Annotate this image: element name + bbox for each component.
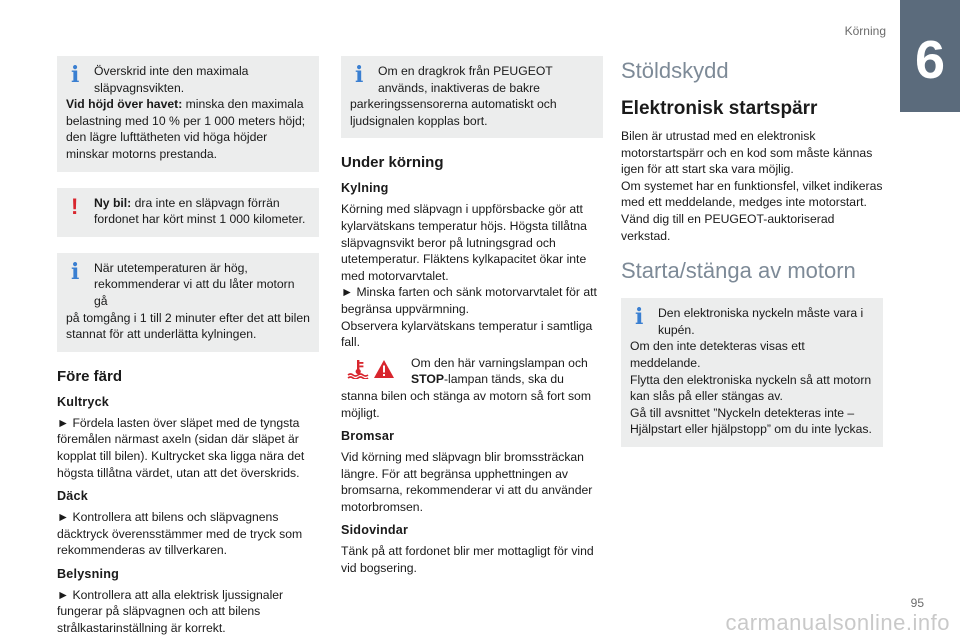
info-box-towbar	[341, 56, 603, 138]
info-text-rest: på tomgång i 1 till 2 minuter efter det att bilen stannat för att underlätta kylningen.	[66, 310, 310, 342]
subtitle-dack: Däck	[57, 489, 88, 504]
info-icon: i	[635, 304, 644, 331]
warning-triangle-icon	[373, 359, 395, 379]
info-text: Överskrid inte den maximala släpvagnsvikten.	[94, 64, 249, 95]
title-elektronisk-startsparr: Elektronisk startspärr	[621, 98, 818, 119]
column-1	[57, 56, 319, 640]
chapter-tab: 6	[900, 0, 960, 112]
section-header: Körning	[844, 24, 886, 38]
warning-lamp-text-rest: stanna bilen och stänga av motorn så fort som möjligt.	[341, 388, 591, 420]
page-number: 95	[910, 596, 924, 610]
title-starta-stanga: Starta/stänga av motorn	[621, 258, 856, 284]
paragraph-dack: ► Kontrollera att bilens och släpvagnens däcktryck överensstämmer med de tryck som rekommenderas av tillverkaren.	[57, 510, 303, 558]
section-title-before-driving: Före färd	[57, 367, 123, 385]
subtitle-belysning: Belysning	[57, 566, 119, 581]
paragraph-sidovindar: Tänk på att fordonet blir mer mottagligt för vind vid bogsering.	[341, 544, 594, 576]
info-box-temperature	[57, 253, 319, 352]
paragraph-bromsar: Vid körning med släpvagn blir bromssträckan längre. För att begränsa upphettningen av bromsarna, rekommenderar vi att du använder motorbromsen.	[341, 450, 593, 514]
info-icon: i	[71, 62, 80, 88]
info-text: Om en dragkrok från PEUGEOT används, inaktiveras de bakre	[378, 64, 553, 95]
info-text-rest-3: Gå till avsnittet ”Nyckeln detekteras inte – Hjälpstart eller hjälpstopp” om du inte lyckas.	[630, 405, 872, 437]
section-title-while-driving: Under körning	[341, 154, 444, 172]
paragraph-belysning: ► Kontrollera att alla elektrisk ljussignaler fungerar på släpvagnen och att bilens strålkastarinställning är korrekt.	[57, 587, 284, 636]
info-text-rest-1: Om den inte detekteras visas ett meddelande.	[630, 339, 805, 370]
watermark-logo: carmanualsonline.info	[725, 610, 950, 635]
column-3	[621, 56, 883, 463]
info-icon: i	[71, 258, 80, 285]
info-icon: i	[355, 62, 364, 88]
warning-lamp-row	[341, 355, 603, 388]
paragraph-startsparr-2: Om systemet har en funktionsfel, vilket indikeras med ett meddelande, medges inte motorstart.	[621, 178, 883, 210]
paragraph-kylning-1: Körning med släpvagn i uppförsbacke gör att kylarvätskans temperatur höjs. Högsta tillåtna släpvagnsvikt beror på lutningsgrad och utetemperatur. Fläktens kylkapacitet ökar inte med motorvarvtalet.	[341, 202, 587, 283]
paragraph-kultryck: ► Fördela lasten över släpet med de tyngsta föremålen närmast axeln (sidan där släpet är kopplat till bilen). Kultrycket ska ligga nära det högsta tillåtna värdet, utan att det överskrids.	[57, 415, 305, 480]
coolant-temperature-icon	[347, 359, 369, 379]
subtitle-kylning: Kylning	[341, 181, 389, 196]
info-text-altitude: Vid höjd över havet: minska den maximala belastning med 10 % per 1 000 meters höjd; den lägre lufttätheten vid höga höjder minskar motorns prestanda.	[66, 97, 306, 161]
column-2	[341, 56, 603, 583]
warning-box-new-car	[57, 188, 319, 237]
warning-lamp-text: Om den här varningslampan och STOP-lampan tänds, ska du	[411, 355, 588, 387]
info-text-rest-2: Flytta den elektroniska nyckeln så att motorn kan slås på eller stängas av.	[630, 372, 872, 404]
info-text-rest: parkeringssensorerna automatiskt och ljudsignalen kopplas bort.	[350, 97, 557, 128]
info-text: Den elektroniska nyckeln måste vara i kupén.	[658, 306, 864, 337]
title-stoldskydd: Stöldskydd	[621, 58, 729, 83]
paragraph-startsparr-1: Bilen är utrustad med en elektronisk motorstartspärr och en kod som måste kännas igen för att start ska vara möjlig.	[621, 129, 873, 177]
info-box-key	[621, 298, 883, 447]
subtitle-sidovindar: Sidovindar	[341, 523, 409, 538]
subtitle-bromsar: Bromsar	[341, 429, 395, 444]
paragraph-kylning-3: Observera kylarvätskans temperatur i samtliga fall.	[341, 318, 593, 350]
info-box-weight	[57, 56, 319, 172]
warning-lamp-icons	[341, 355, 411, 379]
paragraph-startsparr-3: Vänd dig till en PEUGEOT-auktoriserad verkstad.	[621, 211, 835, 243]
subtitle-kultryck: Kultryck	[57, 394, 109, 409]
exclamation-icon: !	[71, 193, 79, 219]
info-text: När utetemperaturen är hög, rekommenderar vi att du låter motorn gå	[94, 260, 295, 308]
warning-text: Ny bil: dra inte en släpvagn förrän fordonet har kört minst 1 000 kilometer.	[94, 195, 306, 227]
paragraph-kylning-2: ► Minska farten och sänk motorvarvtalet för att begränsa uppvärmning.	[341, 285, 597, 316]
